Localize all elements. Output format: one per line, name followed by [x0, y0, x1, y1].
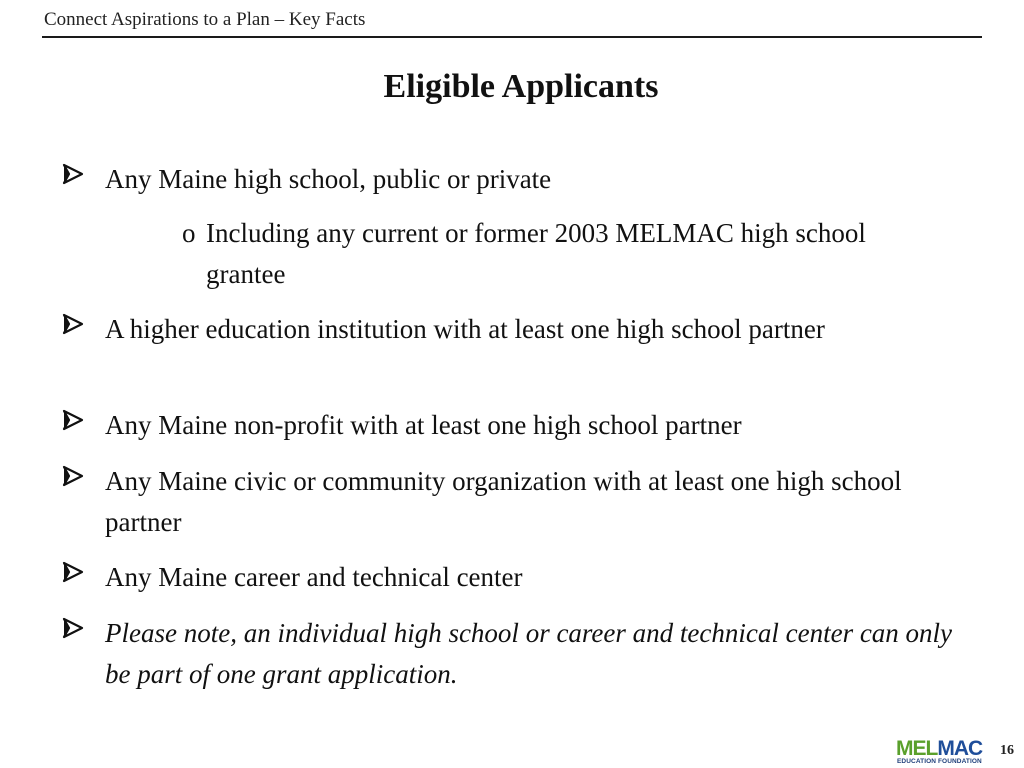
bullet-text: A higher education institution with at least one high school partner: [105, 314, 825, 344]
bullet-text: Any Maine high school, public or private: [105, 164, 552, 194]
logo-wordmark-part-a: MEL: [896, 737, 938, 760]
arrowhead-bullet-icon: [62, 159, 84, 189]
melmac-logo: [896, 738, 984, 766]
sub-bullet-text: Including any current or former 2003 MELMAC high school grantee: [206, 218, 866, 289]
sub-bullet-marker: o: [182, 218, 196, 248]
arrowhead-bullet-icon: [62, 557, 84, 587]
page-number: 16: [1000, 743, 1014, 758]
arrowhead-bullet-icon: [62, 461, 84, 491]
slide-title: Eligible Applicants: [383, 68, 659, 105]
bullet-text: Any Maine career and technical center: [105, 562, 523, 592]
logo-wordmark-part-b: MAC: [937, 737, 983, 760]
arrowhead-bullet-icon: [62, 405, 84, 435]
logo-subtitle: EDUCATION FOUNDATION: [897, 758, 982, 765]
header-label: Connect Aspirations to a Plan – Key Facts: [44, 9, 366, 30]
logo-wordmark: [896, 738, 982, 759]
header-divider: [42, 36, 982, 38]
arrowhead-bullet-icon: [62, 309, 84, 339]
note-text: Please note, an individual high school or career and technical center can only be part of one grant application.: [105, 618, 953, 689]
bullet-text: Any Maine non-profit with at least one high school partner: [105, 410, 742, 440]
bullet-text: Any Maine civic or community organization with at least one high school partner: [105, 466, 902, 537]
arrowhead-bullet-icon: [62, 613, 84, 643]
